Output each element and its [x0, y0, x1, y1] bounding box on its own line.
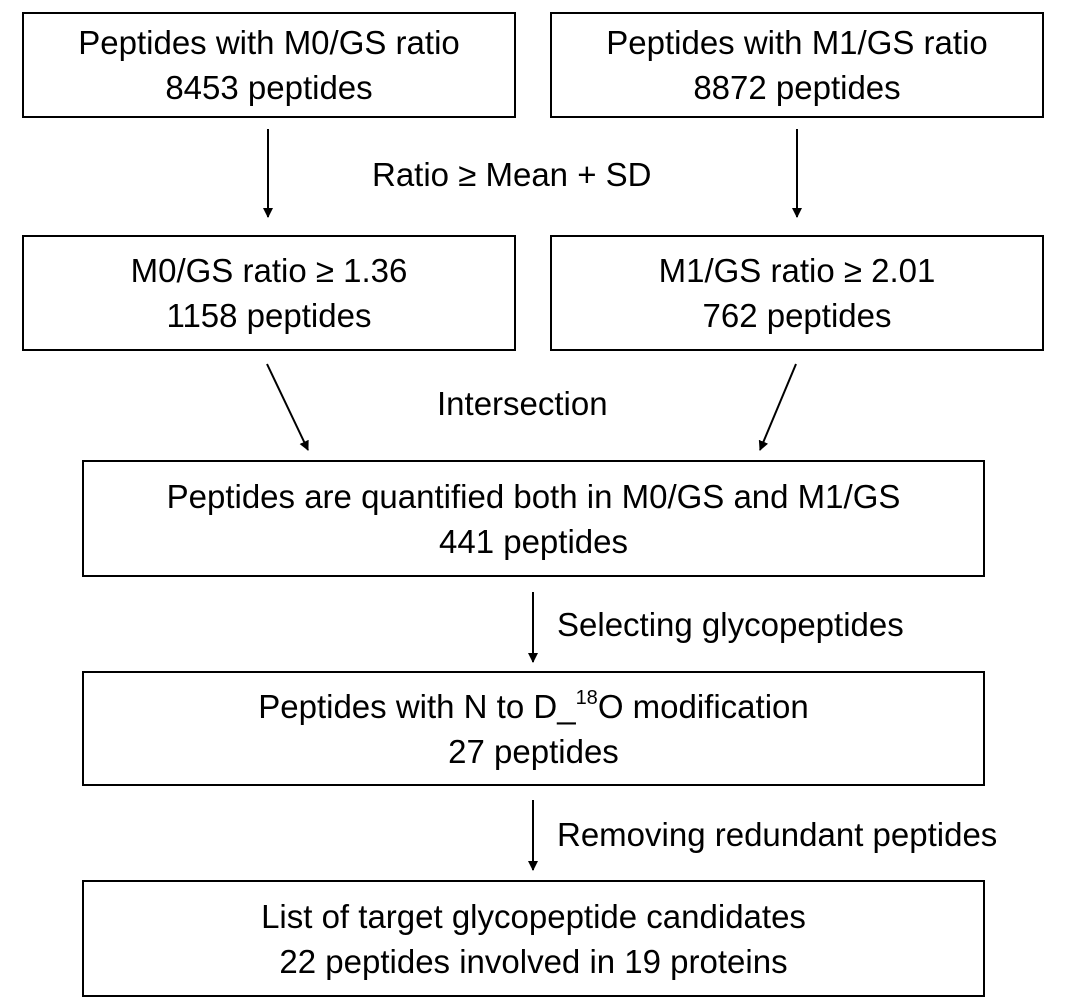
box-m0-all-count: 8453 peptides: [165, 69, 373, 106]
box-m0-all: [22, 12, 516, 118]
box-m0-filtered: [22, 235, 516, 351]
box-m0-filtered-title: M0/GS ratio ≥ 1.36: [130, 252, 408, 289]
step-intersection-label: Intersection: [437, 385, 608, 422]
box-intersection: [82, 460, 985, 577]
step-remove-label: Removing redundant peptides: [557, 816, 998, 853]
box-m1-all: [550, 12, 1044, 118]
box-m0-filtered-count: 1158 peptides: [166, 297, 372, 334]
box-final-count: 22 peptides involved in 19 proteins: [279, 942, 788, 980]
box-n-to-d-title: [258, 684, 809, 729]
arrow-m0-intersection: [267, 364, 308, 450]
box-intersection-title: Peptides are quantified both in M0/GS and M1/GS: [166, 477, 901, 515]
box-n-to-d: [82, 671, 985, 786]
step-select-label: Selecting glycopeptides: [557, 606, 904, 643]
step-threshold-label: Ratio ≥ Mean + SD: [372, 156, 652, 193]
box-n-to-d-title-prefix: Peptides with N to D_: [258, 687, 576, 725]
box-m1-filtered-title: M1/GS ratio ≥ 2.01: [658, 252, 936, 289]
box-m1-all-count: 8872 peptides: [693, 69, 901, 106]
box-n-to-d-count: 27 peptides: [448, 732, 619, 770]
arrow-m1-intersection: [760, 364, 796, 450]
box-final-title: List of target glycopeptide candidates: [261, 897, 806, 935]
isotope-superscript: 18: [575, 686, 598, 709]
box-intersection-count: 441 peptides: [439, 522, 628, 560]
box-m1-filtered: [550, 235, 1044, 351]
box-n-to-d-title-suffix: O modification: [597, 687, 809, 725]
box-m1-filtered-count: 762 peptides: [702, 297, 892, 334]
box-final: [82, 880, 985, 997]
box-m0-all-title: Peptides with M0/GS ratio: [78, 24, 460, 61]
box-m1-all-title: Peptides with M1/GS ratio: [606, 24, 988, 61]
